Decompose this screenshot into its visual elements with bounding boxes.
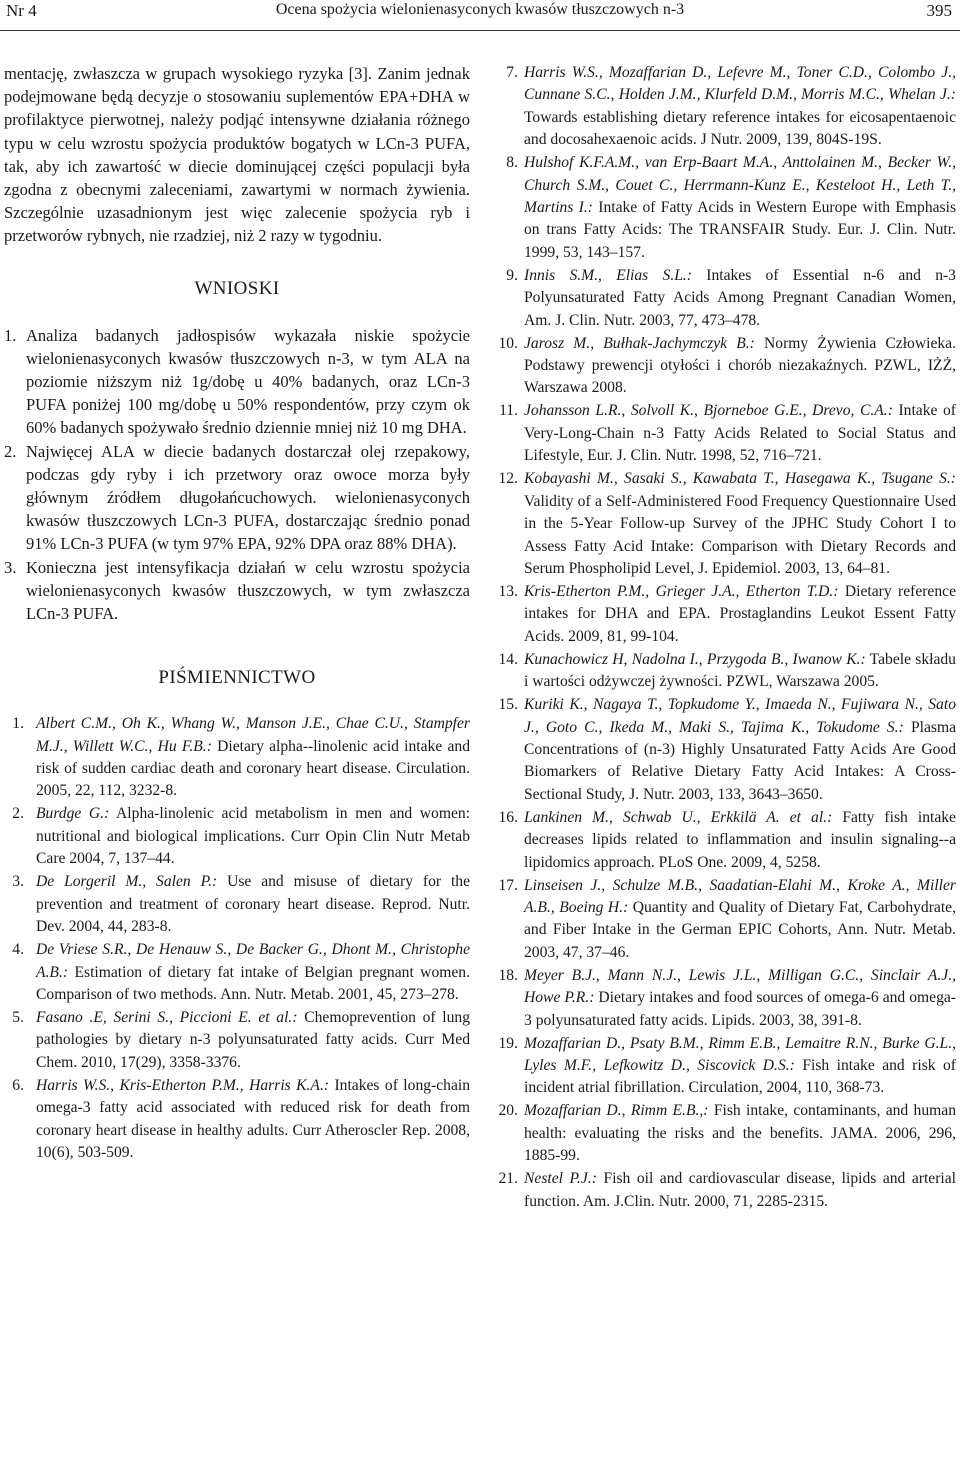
- reference-number: 19.: [498, 1034, 518, 1052]
- conclusion-item: [4, 556, 470, 626]
- reference-item: [496, 400, 956, 467]
- references-list-left: [4, 713, 470, 1164]
- reference-authors: Burdge G.:: [36, 805, 110, 823]
- reference-number: 5.: [12, 1008, 24, 1026]
- reference-item: [496, 468, 956, 580]
- reference-item: [4, 1075, 470, 1165]
- reference-number: 10.: [498, 334, 518, 352]
- reference-item: [496, 265, 956, 332]
- reference-authors: Albert C.M., Oh K., Whang W., Manson J.E., Chae C.U., Stampfer M.J., Willett W.C., Hu F.B.:: [36, 715, 470, 755]
- reference-number: 2.: [12, 805, 24, 823]
- reference-number: 11.: [499, 402, 518, 420]
- reference-number: 14.: [498, 650, 518, 668]
- reference-authors: Harris W.S., Mozaffarian D., Lefevre M., Toner C.D., Colombo J., Cunnane S.C., Holden J.M., Klurfeld D.M., Morris M.C., Whelan J.:: [524, 64, 956, 104]
- reference-text: Use and misuse of dietary for the prevention and treatment of coronary heart disease. Reprod. Nutr. Dev. 2004, 44, 283-8.: [36, 873, 470, 936]
- reference-text: Intake of Very-Long-Chain n-3 Fatty Acids Related to Social Status and Lifestyle, Eur. J. Clin. Nutr. 1998, 52, 716–721.: [524, 402, 956, 465]
- reference-text: Validity of a Self-Administered Food Frequency Questionnaire Used in the 5-Year Follow-up Survey of the JPHC Study Cohort I to Assess Fatty Acid Intake: Comparison with Dietary Records and Serum Phospholipid Level, J. Epidemiol. 2003, 13, 64–81.: [524, 492, 956, 577]
- reference-text: Fish oil and cardiovascular disease, lipids and arterial function. Am. J.Clin. Nutr. 2000, 71, 2285-2315.: [524, 1170, 956, 1210]
- reference-text: Quantity and Quality of Dietary Fat, Carbohydrate, and Fiber Intake in the German EPIC Cohorts, Ann. Nutr. Metab. 2003, 47, 37–46.: [524, 898, 956, 961]
- conclusion-number: 3.: [4, 557, 17, 577]
- reference-text: Tabele składu i wartości odżywczej żywności. PZWL, Warszawa 2005.: [524, 650, 956, 691]
- reference-authors: Linseisen J., Schulze M.B., Saadatian-Elahi M., Kroke A., Miller A.B., Boeing H.:: [524, 876, 956, 916]
- reference-authors: Kuriki K., Nagaya T., Topkudome Y., Imaeda N., Fujiwara N., Sato J., Goto C., Ikeda M., Maki S., Tajima K., Tokudome S.:: [524, 696, 956, 736]
- reference-text: Fish intake, contaminants, and human health: evaluating the risks and the benefits. JAMA. 2006, 296, 1885-99.: [524, 1102, 956, 1165]
- reference-authors: Meyer B.J., Mann N.J., Lewis J.L., Milligan G.C., Sinclair A.J., Howe P.R.:: [524, 966, 956, 1007]
- reference-text: Chemoprevention of lung pathologies by dietary n-3 polyunsaturated fatty acids. Curr Med Chem. 2010, 17(29), 3358-3376.: [36, 1008, 471, 1071]
- reference-text: Plasma Concentrations of (n-3) Highly Unsaturated Fatty Acids Are Good Biomarkers of Relative Dietary Fatty Acid Intakes: A Cross-Sectional Study, J. Nutr. 2003, 133, 3643–3650.: [524, 718, 957, 803]
- reference-item: [4, 1007, 470, 1074]
- reference-item: [496, 1168, 956, 1213]
- reference-text: Towards establishing dietary reference intakes for eicosapentaenoic and docosahexaenoic acids. J Nutr. 2009, 139, 804S-19S.: [524, 108, 956, 149]
- conclusion-item: [4, 440, 470, 556]
- reference-item: [496, 965, 956, 1032]
- conclusion-item: [4, 324, 470, 440]
- reference-number: 20.: [498, 1102, 518, 1120]
- reference-number: 15.: [498, 696, 518, 714]
- issue-number: Nr 4: [6, 1, 37, 20]
- reference-authors: Harris W.S., Kris-Etherton P.M., Harris K.A.:: [36, 1076, 330, 1094]
- references-list-right: [496, 62, 956, 1213]
- reference-authors: Nestel P.J.:: [524, 1170, 597, 1188]
- reference-number: 4.: [12, 941, 24, 959]
- reference-item: [496, 581, 956, 648]
- reference-item: [4, 713, 470, 803]
- reference-authors: De Lorgeril M., Salen P.:: [36, 873, 218, 891]
- reference-text: Intakes of Essential n-6 and n-3 Polyunsaturated Fatty Acids Among Pregnant Canadian Women, Am. J. Clin. Nutr. 2003, 77, 473–478.: [524, 266, 956, 329]
- conclusion-text: Konieczna jest intensyfikacja działań w celu wzrostu spożycia wielonienasyconych kwasów tłuszczowych, w tym zwłaszcza LCn-3 PUFA.: [26, 557, 470, 624]
- reference-item: [496, 807, 956, 874]
- reference-authors: Kobayashi M., Sasaki S., Kawabata T., Hasegawa K., Tsugane S.:: [524, 470, 956, 488]
- left-column: [4, 62, 470, 1165]
- reference-item: [4, 871, 470, 938]
- reference-text: Intakes of long-chain omega-3 fatty acid associated with reduced risk for death from coronary heart disease in healthy adults. Curr Atheroscler Rep. 2008, 10(6), 503-509.: [36, 1076, 470, 1161]
- reference-text: Dietary reference intakes for DHA and EPA. Prostaglandins Leukot Essent Fatty Acids. 2009, 81, 99-104.: [524, 582, 956, 645]
- reference-authors: Hulshof K.F.A.M., van Erp-Baart M.A., Anttolainen M., Becker W., Church S.M., Couet C., Herrmann-Kunz E., Kesteloot H., Leth T., Martins I.:: [524, 154, 956, 217]
- reference-authors: Innis S.M., Elias S.L.:: [524, 266, 692, 284]
- reference-item: [496, 694, 956, 806]
- running-title: Ocena spożycia wielonienasyconych kwasów tłuszczowych n-3: [275, 1, 685, 18]
- conclusion-text: Najwięcej ALA w diecie badanych dostarczał olej rzepakowy, podczas gdy ryby i ich przetwory oraz owoce morza były głównym źródłem długołańcuchowych. wielonienasyconych kwasów tłuszczowych LCn-3 PUFA, dostarczając średnio ponad 91% LCn-3 PUFA (w tym 97% EPA, 92% DPA oraz 88% DHA).: [26, 441, 470, 554]
- reference-text: Estimation of dietary fat intake of Belgian pregnant women. Comparison of two methods. Ann. Nutr. Metab. 2001, 45, 273–278.: [36, 963, 470, 1003]
- reference-text: Fish intake and risk of incident atrial fibrillation. Circulation, 2004, 110, 368-73.: [524, 1057, 957, 1097]
- reference-authors: Mozaffarian D., Psaty B.M., Rimm E.B., Lemaitre R.N., Burke G.L., Lyles M.F., Lefkowitz D., Siscovick D.S.:: [524, 1034, 956, 1074]
- reference-authors: Johansson L.R., Solvoll K., Bjorneboe G.E., Drevo, C.A.:: [524, 402, 893, 420]
- intro-paragraph: mentację, zwłaszcza w grupach wysokiego ryzyka [3]. Zanim jednak podejmowane będą decyzje o stosowaniu suplementów EPA+DHA w profilaktyce pierwotnej, należy podjąć intensywne działania różnego typu w celu wzrostu spożycia produktów bogatych w LCn-3 PUFA, tak, aby ich zawartość w diecie dominującej części populacji była zgodna z obecnymi zaleceniami, zawartymi w normach żywienia. Szczególnie uzasadnionym jest więc zalecenie spożycia ryb i przetworów rybnych, nie rzadziej, niż 2 razy w tygodniu.: [4, 64, 470, 246]
- reference-text: Dietary alpha--linolenic acid intake and risk of sudden cardiac death and coronary heart disease. Circulation. 2005, 22, 112, 3232-8.: [36, 737, 470, 800]
- reference-number: 8.: [506, 154, 518, 172]
- reference-item: [496, 333, 956, 400]
- reference-authors: Kris-Etherton P.M., Grieger J.A., Etherton T.D.:: [524, 582, 839, 600]
- reference-text: Fatty fish intake decreases lipids related to inflammation and insulin signaling--a lipidomics approach. PLoS One. 2009, 4, 5258.: [524, 808, 956, 871]
- reference-number: 1.: [12, 715, 24, 733]
- reference-number: 7.: [506, 64, 518, 81]
- conclusions-list: [4, 324, 470, 626]
- reference-text: Dietary intakes and food sources of omega-6 and omega-3 polyunsaturated fatty acids. Lipids. 2003, 38, 391-8.: [524, 989, 956, 1029]
- reference-number: 18.: [498, 966, 518, 984]
- reference-number: 16.: [498, 808, 518, 826]
- conclusion-text: Analiza badanych jadłospisów wykazała niskie spożycie wielonienasyconych kwasów tłuszczowych n-3, w tym ALA na poziomie niższym niż 1g/dobę u 40% badanych, oraz LCn-3 PUFA poniżej 100 mg/dobę u 50% respondentów, przy czym ok 60% badanych spożywało średnio dziennie mniej niż 10 mg DHA.: [26, 325, 470, 438]
- reference-authors: Fasano .E, Serini S., Piccioni E. et al.:: [36, 1008, 298, 1026]
- reference-text: Intake of Fatty Acids in Western Europe with Emphasis on trans Fatty Acids: The TRANSFAIR Study. Eur. J. Clin. Nutr. 1999, 53, 143–157.: [524, 199, 957, 261]
- reference-text: Alpha-linolenic acid metabolism in men and women: nutritional and biological implications. Curr Opin Clin Nutr Metab Care 2004, 7, 137–44.: [36, 805, 471, 868]
- conclusion-number: 2.: [4, 441, 17, 461]
- reference-item: [496, 1100, 956, 1167]
- reference-item: [4, 803, 470, 870]
- reference-number: 17.: [498, 876, 518, 894]
- right-column: [496, 62, 956, 1214]
- conclusion-number: 1.: [4, 325, 17, 345]
- reference-number: 6.: [12, 1076, 24, 1094]
- reference-number: 9.: [506, 266, 518, 284]
- reference-authors: Mozaffarian D., Rimm E.B.,:: [524, 1102, 709, 1120]
- reference-item: [496, 62, 956, 152]
- reference-number: 3.: [12, 873, 24, 891]
- reference-number: 12.: [498, 470, 518, 488]
- reference-authors: Lankinen M., Schwab U., Erkkilä A. et al.:: [524, 808, 833, 826]
- reference-item: [496, 152, 956, 264]
- reference-number: 13.: [498, 582, 518, 600]
- page-number: 395: [926, 1, 952, 20]
- reference-number: 21.: [498, 1170, 518, 1188]
- header-rule: [0, 30, 960, 31]
- page-header: [0, 0, 960, 33]
- references-heading: PIŚMIENNICTWO: [158, 667, 316, 689]
- reference-item: [4, 939, 470, 1006]
- reference-text: Normy Żywienia Człowieka. Podstawy prewencji otyłości i chorób niezakaźnych. PZWL, IŻŻ, Warszawa 2008.: [524, 334, 956, 397]
- reference-authors: Jarosz M., Bułhak-Jachymczyk B.:: [524, 334, 755, 352]
- reference-authors: De Vriese S.R., De Henauw S., De Backer G., Dhont M., Christophe A.B.:: [36, 941, 470, 981]
- reference-item: [496, 875, 956, 965]
- reference-item: [496, 649, 956, 694]
- reference-item: [496, 1033, 956, 1100]
- conclusions-heading: WNIOSKI: [194, 277, 280, 299]
- reference-authors: Kunachowicz H, Nadolna I., Przygoda B., Iwanow K.:: [524, 650, 866, 668]
